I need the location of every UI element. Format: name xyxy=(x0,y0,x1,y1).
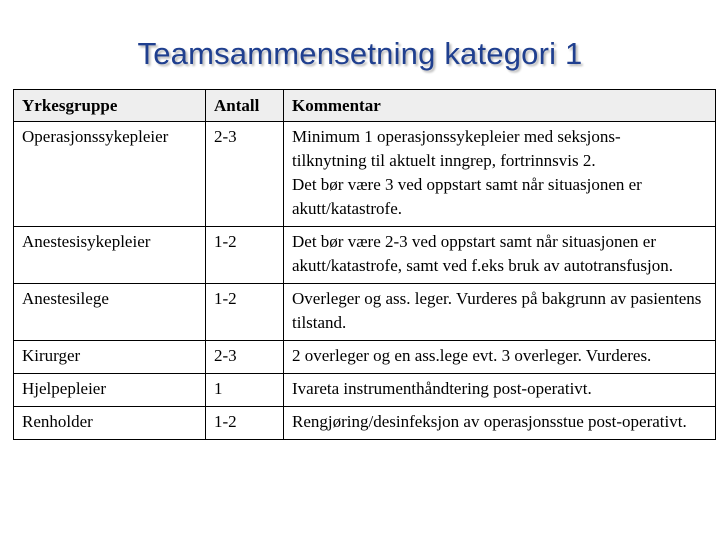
cell-yrkesgruppe: Renholder xyxy=(14,407,206,440)
cell-antall: 1-2 xyxy=(206,227,284,284)
cell-yrkesgruppe: Anestesilege xyxy=(14,284,206,341)
cell-kommentar: 2 overleger og en ass.lege evt. 3 overleger. Vurderes. xyxy=(284,341,716,374)
cell-antall: 1-2 xyxy=(206,284,284,341)
table-row xyxy=(14,341,716,374)
cell-kommentar: Det bør være 2-3 ved oppstart samt når situasjonen er akutt/katastrofe, samt ved f.eks bruk av autotransfusjon. xyxy=(284,227,716,284)
table-row xyxy=(14,227,716,284)
table-header-row xyxy=(14,90,716,122)
cell-kommentar: Overleger og ass. leger. Vurderes på bakgrunn av pasientens tilstand. xyxy=(284,284,716,341)
cell-kommentar: Rengjøring/desinfeksjon av operasjonsstue post-operativt. xyxy=(284,407,716,440)
column-header-antall: Antall xyxy=(206,90,284,122)
cell-antall: 2-3 xyxy=(206,341,284,374)
cell-yrkesgruppe: Kirurger xyxy=(14,341,206,374)
column-header-kommentar: Kommentar xyxy=(284,90,716,122)
column-header-yrkesgruppe: Yrkesgruppe xyxy=(14,90,206,122)
cell-antall: 1 xyxy=(206,374,284,407)
table-row xyxy=(14,374,716,407)
cell-kommentar: Minimum 1 operasjonssykepleier med seksjons- tilknytning til aktuelt inngrep, fortrinnsvis 2. Det bør være 3 ved oppstart samt når situasjonen er akutt/katastrofe. xyxy=(284,122,716,227)
cell-antall: 2-3 xyxy=(206,122,284,227)
cell-yrkesgruppe: Operasjonssykepleier xyxy=(14,122,206,227)
table-row xyxy=(14,407,716,440)
table-row xyxy=(14,122,716,227)
table-row xyxy=(14,284,716,341)
page-title: Teamsammensetning kategori 1 xyxy=(137,36,583,71)
cell-yrkesgruppe: Hjelpepleier xyxy=(14,374,206,407)
team-composition-table xyxy=(13,89,716,440)
cell-yrkesgruppe: Anestesisykepleier xyxy=(14,227,206,284)
cell-antall: 1-2 xyxy=(206,407,284,440)
cell-kommentar: Ivareta instrumenthåndtering post-operativt. xyxy=(284,374,716,407)
